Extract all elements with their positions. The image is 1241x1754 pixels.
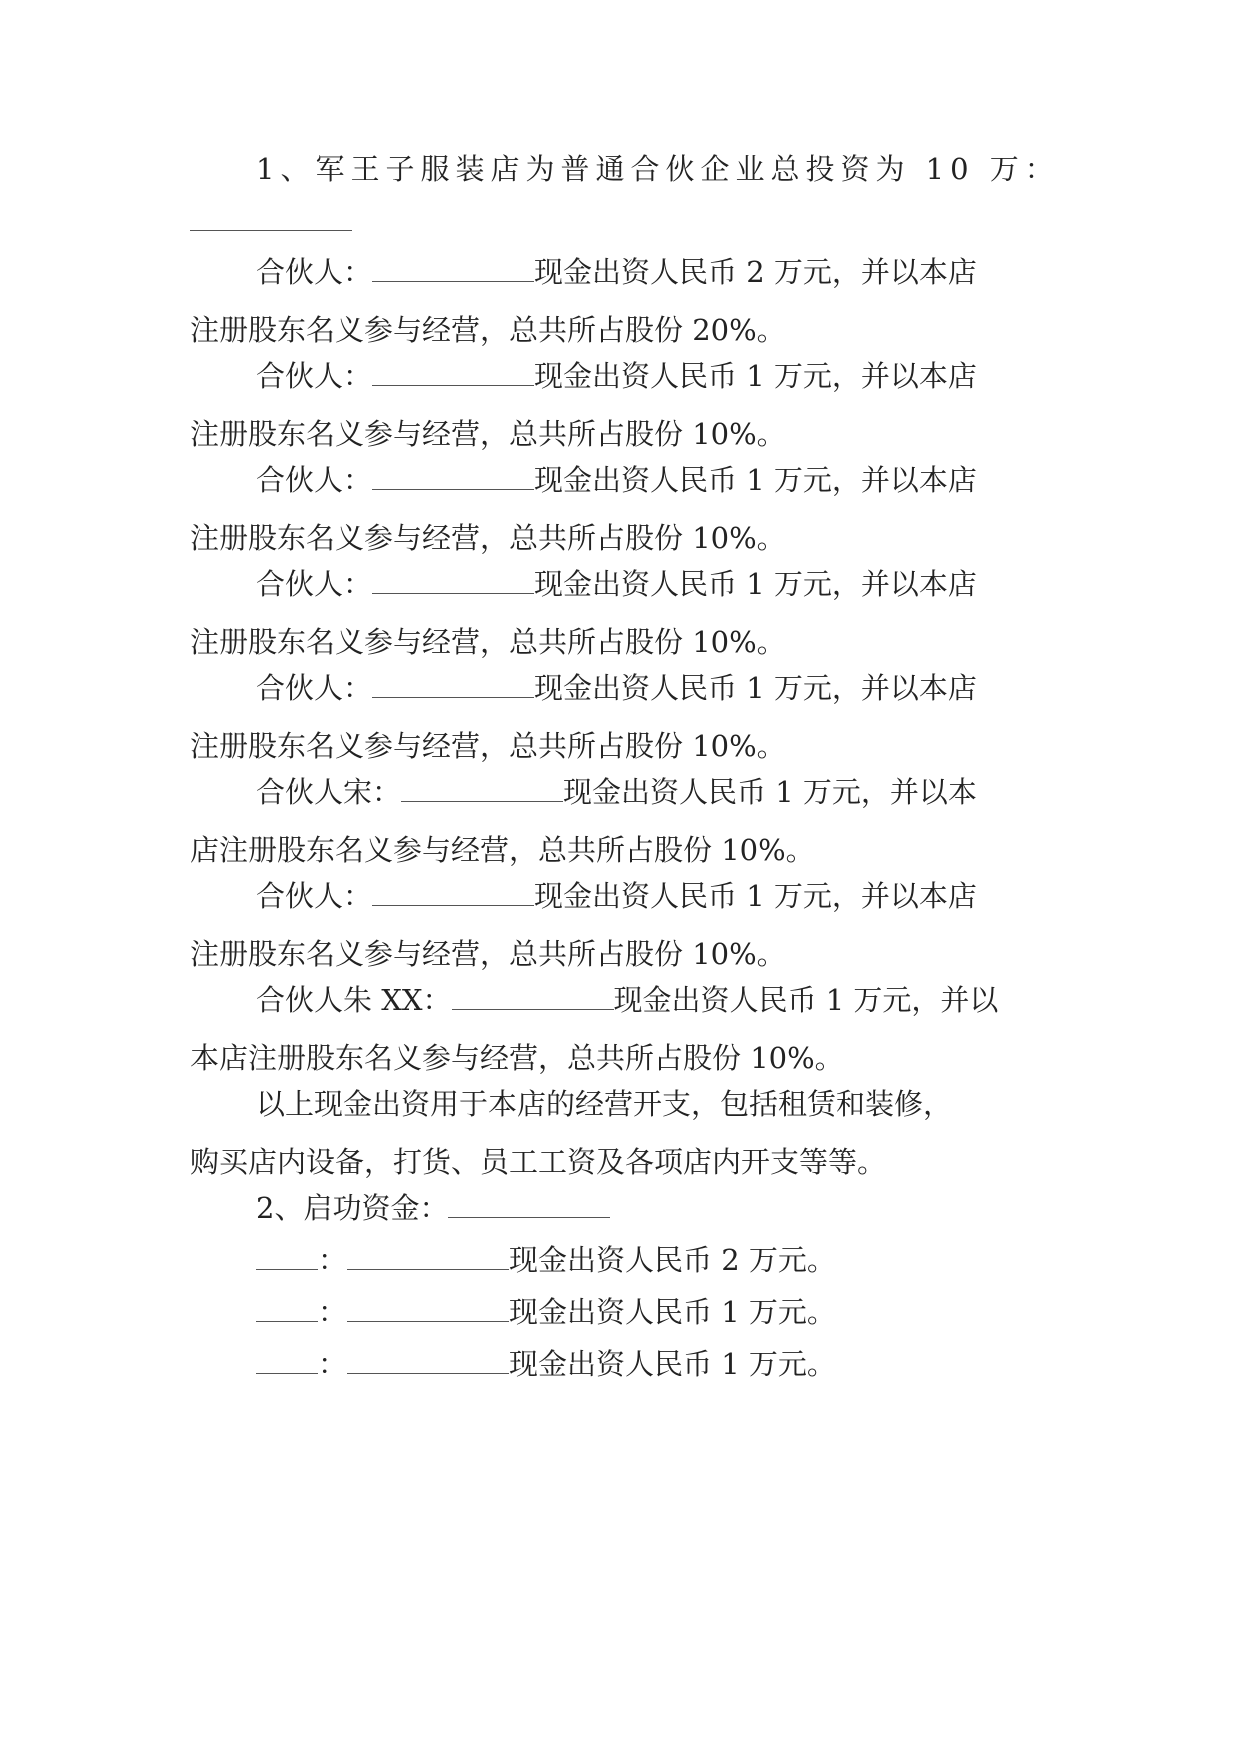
partner-label: 合伙人： [256, 567, 373, 601]
fill-blank [452, 973, 614, 1010]
partner-paragraph [190, 659, 1050, 775]
partner-paragraph [190, 451, 1050, 567]
fill-blank [256, 1337, 318, 1374]
partner-line-2: 注册股东名义参与经营，总共所占股份 10%。 [190, 625, 786, 659]
fill-blank [372, 661, 534, 698]
fill-blank [190, 194, 352, 231]
partner-line-1 [190, 971, 1050, 1029]
partner-line-1 [190, 555, 1050, 613]
partner-paragraph [190, 243, 1050, 359]
partner-label: 合伙人： [256, 359, 373, 393]
fill-blank [256, 1233, 318, 1270]
fill-blank [401, 765, 563, 802]
fill-blank [372, 557, 534, 594]
partner-paragraph [190, 763, 1050, 879]
partner-text-1: 现金出资人民币 2 万元，并以本店 [534, 255, 977, 289]
partner-text-1: 现金出资人民币 1 万元，并以本 [563, 775, 977, 809]
partner-label: 合伙人朱 XX： [256, 983, 452, 1017]
contribution-line [190, 1335, 1116, 1393]
partner-line-1 [190, 763, 1050, 821]
partner-paragraph [190, 971, 1050, 1087]
contribution-text: 现金出资人民币 2 万元。 [509, 1243, 836, 1277]
contribution-text: 现金出资人民币 1 万元。 [509, 1295, 836, 1329]
partner-line-2: 店注册股东名义参与经营，总共所占股份 10%。 [190, 833, 815, 867]
partner-label: 合伙人： [256, 463, 373, 497]
partner-label: 合伙人宋： [256, 775, 402, 809]
partner-line-1 [190, 659, 1050, 717]
fill-blank [256, 1285, 318, 1322]
fill-blank [347, 1285, 509, 1322]
fill-blank [347, 1337, 509, 1374]
partner-line-2: 注册股东名义参与经营，总共所占股份 20%。 [190, 313, 786, 347]
partner-line-1 [190, 451, 1050, 509]
usage-paragraph [190, 1075, 1050, 1191]
partner-line-2: 注册股东名义参与经营，总共所占股份 10%。 [190, 417, 786, 451]
fill-blank [448, 1181, 610, 1218]
usage-line-2: 购买店内设备，打货、员工工资及各项店内开支等等。 [190, 1145, 887, 1179]
fill-blank [372, 349, 534, 386]
partner-paragraph [190, 555, 1050, 671]
contribution-line [190, 1283, 1116, 1341]
contribution-sep: ： [318, 1347, 348, 1381]
partner-label: 合伙人： [256, 671, 373, 705]
heading-text: 1、军王子服装店为普通合伙企业总投资为 10 万： [256, 152, 1060, 186]
usage-line-1: 以上现金出资用于本店的经营开支，包括租赁和装修， [256, 1087, 953, 1121]
fill-blank [372, 453, 534, 490]
partner-text-1: 现金出资人民币 1 万元，并以 [613, 983, 999, 1017]
startup-funds-label: 2、启功资金： [256, 1191, 449, 1225]
partner-line-1 [190, 243, 1050, 301]
fill-blank [372, 245, 534, 282]
fill-blank [347, 1233, 509, 1270]
partner-label: 合伙人： [256, 255, 373, 289]
partner-line-2: 注册股东名义参与经营，总共所占股份 10%。 [190, 937, 786, 971]
partner-line-2: 注册股东名义参与经营，总共所占股份 10%。 [190, 729, 786, 763]
partner-text-1: 现金出资人民币 1 万元，并以本店 [534, 463, 977, 497]
startup-funds-heading [190, 1179, 1116, 1237]
partner-text-1: 现金出资人民币 1 万元，并以本店 [534, 671, 977, 705]
contribution-sep: ： [318, 1243, 348, 1277]
partner-paragraph [190, 347, 1050, 463]
partner-label: 合伙人： [256, 879, 373, 913]
contribution-text: 现金出资人民币 1 万元。 [509, 1347, 836, 1381]
partner-line-1 [190, 347, 1050, 405]
partner-paragraph [190, 867, 1050, 983]
contribution-line [190, 1231, 1116, 1289]
partner-text-1: 现金出资人民币 1 万元，并以本店 [534, 567, 977, 601]
fill-blank [372, 869, 534, 906]
heading-blank-line [190, 192, 1050, 250]
partner-text-1: 现金出资人民币 1 万元，并以本店 [534, 359, 977, 393]
heading-total-investment [190, 140, 1116, 198]
partner-line-1 [190, 867, 1050, 925]
partner-text-1: 现金出资人民币 1 万元，并以本店 [534, 879, 977, 913]
partner-line-2: 注册股东名义参与经营，总共所占股份 10%。 [190, 521, 786, 555]
partner-line-2: 本店注册股东名义参与经营，总共所占股份 10%。 [190, 1041, 844, 1075]
contribution-sep: ： [318, 1295, 348, 1329]
